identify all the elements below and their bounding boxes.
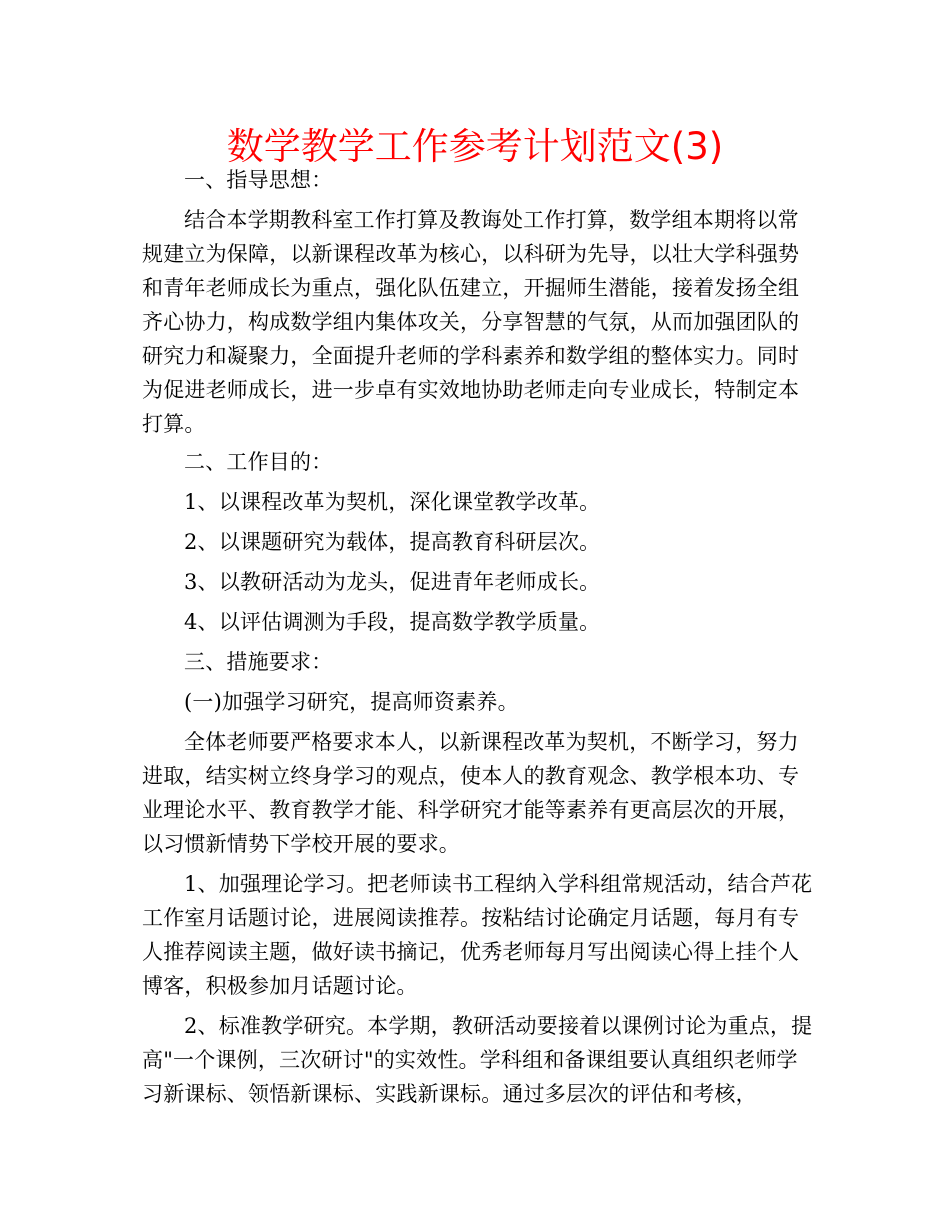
goal-item-2: 2、以课题研究为载体，提高教育科研层次。 [184, 530, 601, 554]
section-heading-measures: 三、措施要求： [184, 650, 333, 674]
subsection-heading-study-research: (一)加强学习研究，提高师资素养。 [184, 690, 519, 714]
section-heading-guiding-ideology: 一、指导思想： [184, 168, 333, 192]
paragraph-guiding-ideology: 结合本学期教科室工作打算及教诲处工作打算，数学组本期将以常规建立为保障，以新课程改革为核心，以科研为先导，以壮大学科强势和青年老师成长为重点，强化队伍建立，开掘师生潜能，接着发扬全组齐心协力，构成数学组内集体攻关，分享智慧的气氛，从而加强团队的研究力和凝聚力，全面提升老师的学科素养和数学组的整体实力。同时为促进老师成长，进一步卓有实效地协助老师走向专业成长，特制定本打算。 [142, 208, 800, 436]
document-title: 数学教学工作参考计划范文(3) [226, 125, 724, 168]
goal-item-1: 1、以课程改革为契机，深化课堂教学改革。 [184, 490, 601, 514]
document-body [142, 163, 817, 1111]
section-heading-work-goals: 二、工作目的： [184, 450, 333, 474]
goal-item-3: 3、以教研活动为龙头，促进青年老师成长。 [184, 570, 601, 594]
goal-item-4: 4、以评估调测为手段，提高数学教学质量。 [184, 610, 601, 634]
paragraph-teaching-research: 2、标准教学研究。本学期，教研活动要接着以课例讨论为重点，提高"一个课例，三次研讨"的实效性。学科组和备课组要认真组织老师学习新课标、领悟新课标、实践新课标。通过多层次的评估和考核， [142, 1014, 813, 1106]
paragraph-theory-study: 1、加强理论学习。把老师读书工程纳入学科组常规活动，结合芦花工作室月话题讨论，进展阅读推荐。按粘结讨论确定月话题，每月有专人推荐阅读主题，做好读书摘记，优秀老师每月写出阅读心得上挂个人博客，积极参加月话题讨论。 [142, 872, 813, 998]
paragraph-teacher-requirements: 全体老师要严格要求本人，以新课程改革为契机，不断学习，努力进取，结实树立终身学习的观点，使本人的教育观念、教学根本功、专业理论水平、教育教学才能、科学研究才能等素养有更高层次的开展，以习惯新情势下学校开展的要求。 [142, 730, 800, 856]
